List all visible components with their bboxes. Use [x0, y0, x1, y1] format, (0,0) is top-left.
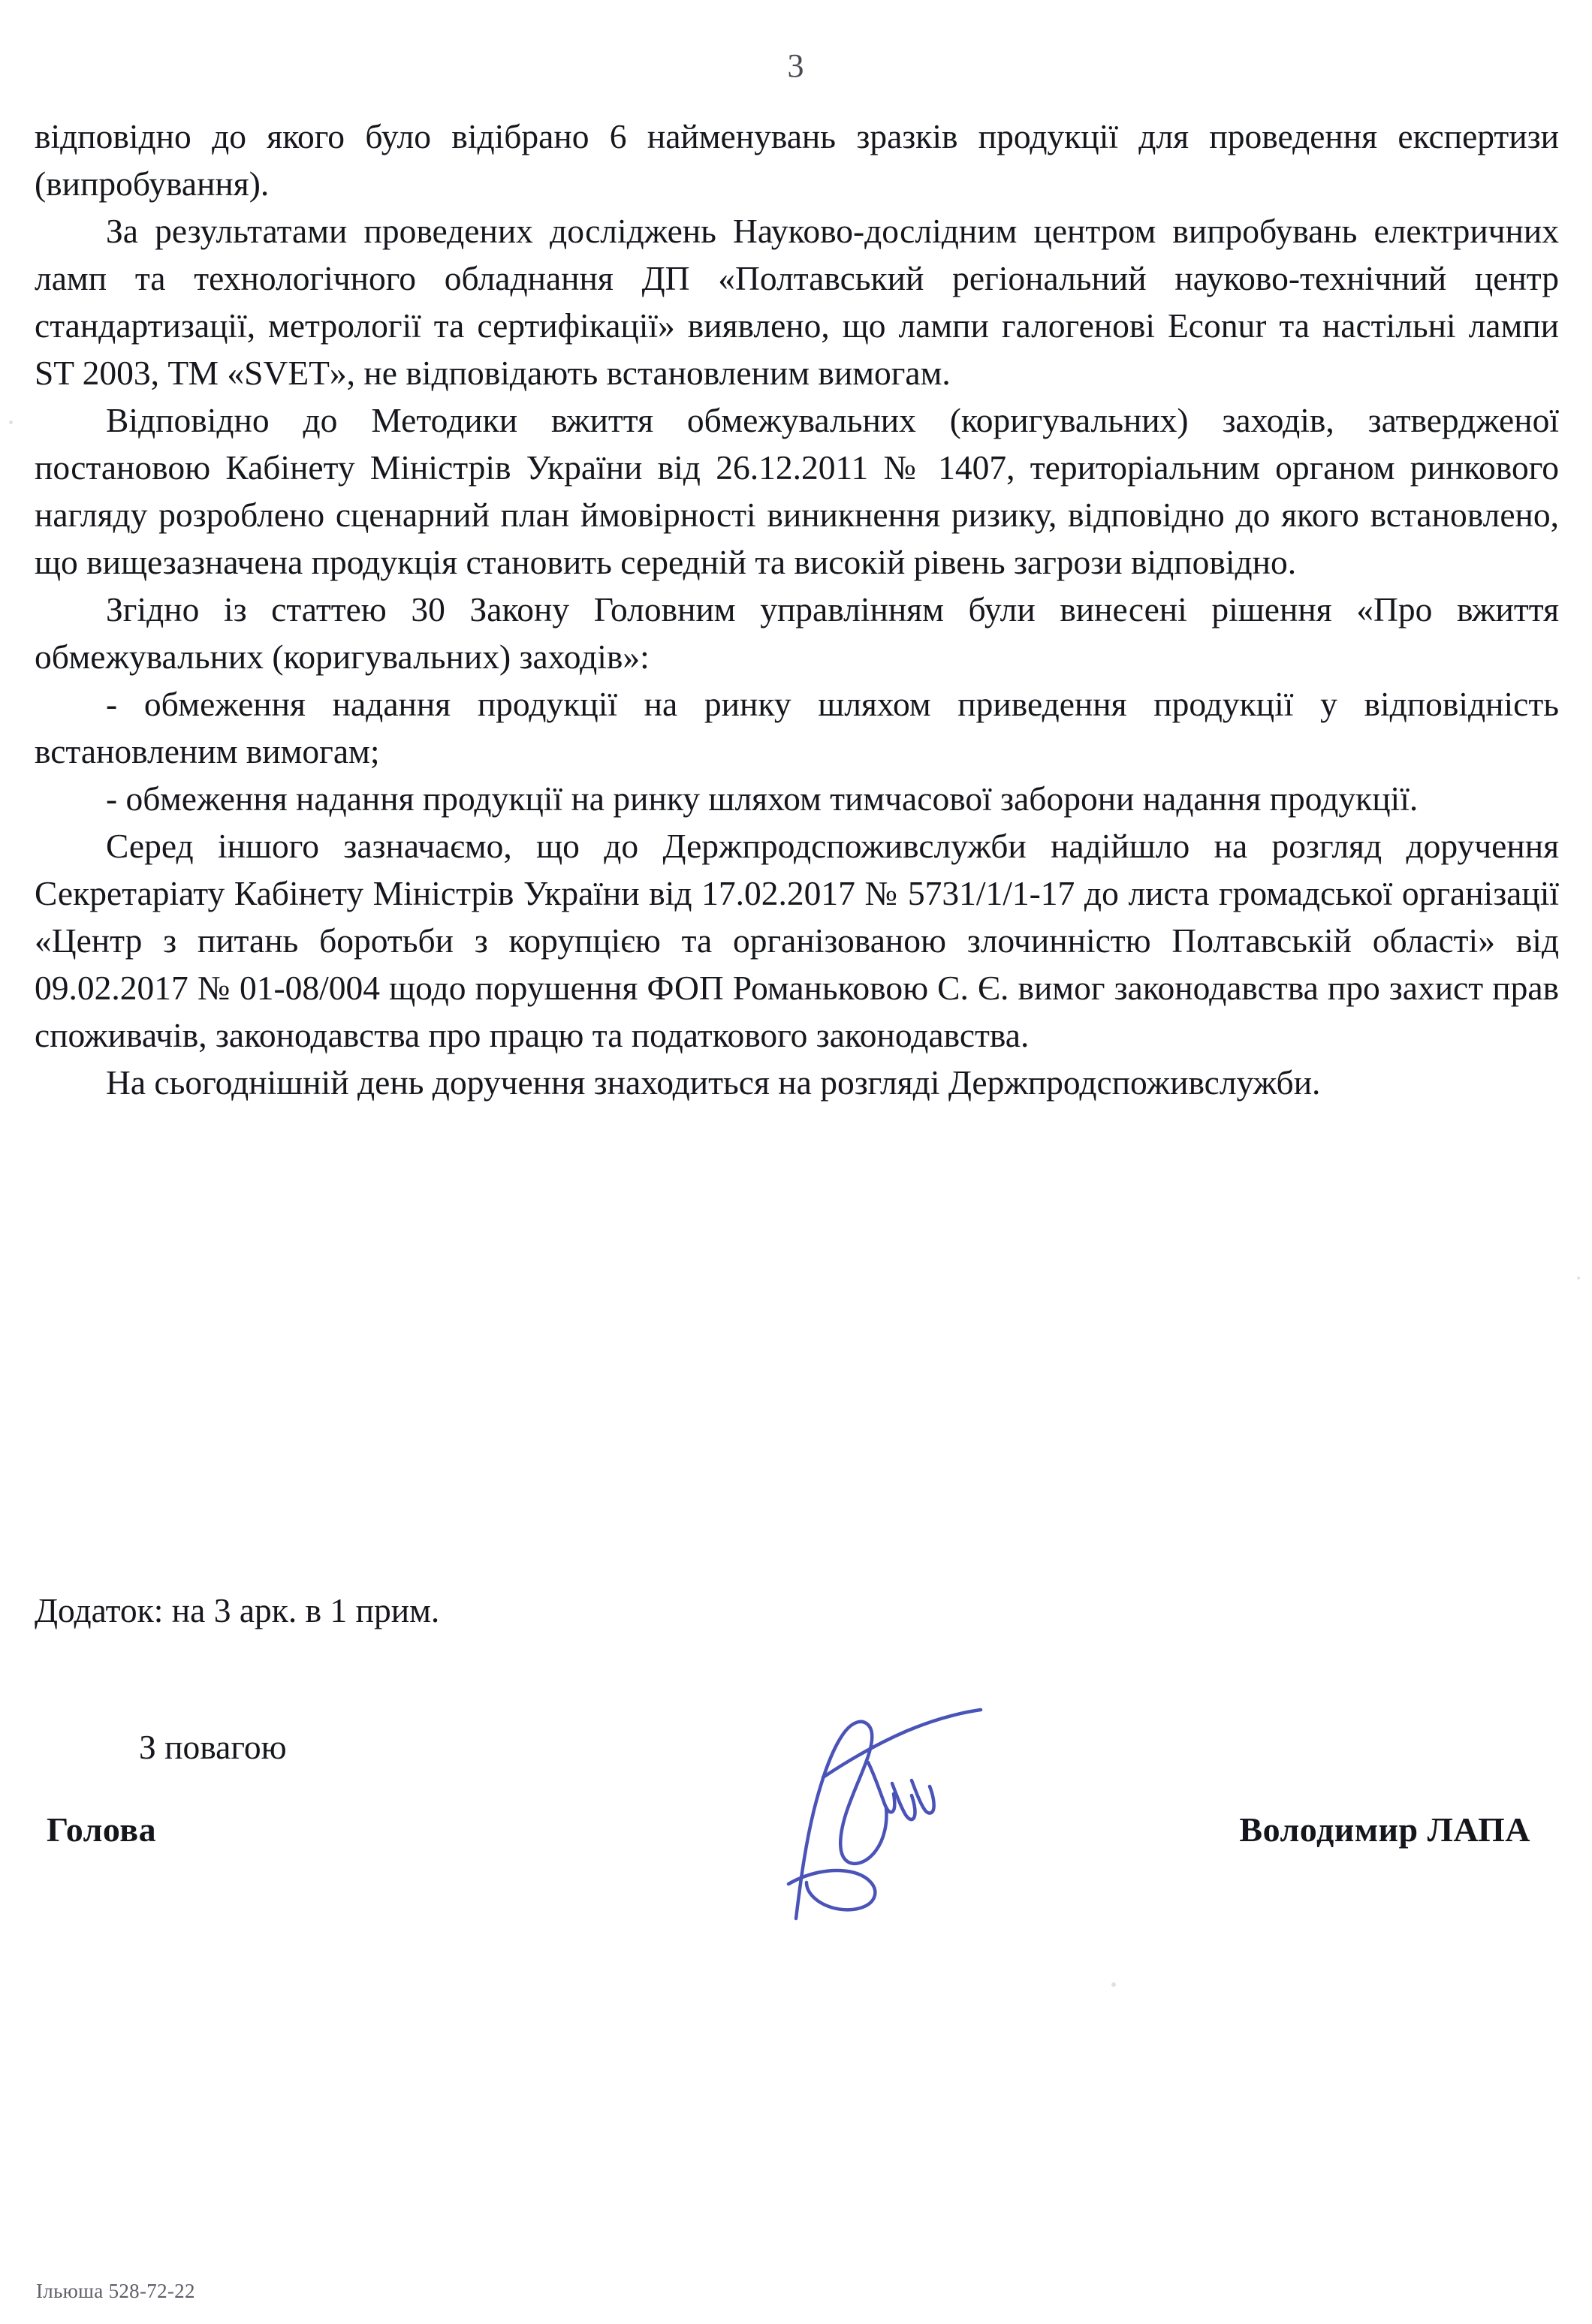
paragraph-test-results: За результатами проведених досліджень Науково-дослідним центром випробувань електричних ламп та технологічного обладнання ДП «Полтавський регіональний науково-технічний центр стандартизації, метрології та сертифікації» виявлено, що лампи галогенові Econur та настільні лампи ST 2003, ТМ «SVET», не відповідають встановленим вимогам.	[35, 212, 1559, 393]
page-number: 3	[787, 47, 805, 84]
signature-title: Голова	[47, 1810, 157, 1849]
paragraph-methodology: Відповідно до Методики вжиття обмежувальних (коригувальних) заходів, затвердженої постановою Кабінету Міністрів України від 26.12.2011 № 1407, територіальним органом ринкового нагляду розроблено сценарний план ймовірності виникнення ризику, відповідно до якого встановлено, що вищезазначена продукція становить середній та високій рівень загрози відповідно.	[35, 401, 1559, 582]
paragraph-continuation: відповідно до якого було відібрано 6 найменувань зразків продукції для проведення експертизи (випробування).	[35, 117, 1559, 203]
paragraph-cabinet-instruction: Серед іншого зазначаємо, що до Держпродспоживслужби надійшло на розгляд доручення Секретаріату Кабінету Міністрів України від 17.02.2017 № 5731/1/1-17 до листа громадської організації «Центр з питань боротьби з корупцією та організованою злочинністю Полтавській області» від 09.02.2017 № 01-08/004 щодо порушення ФОП Романьковою С. Є. вимог законодавства про захист прав споживачів, законодавства про працю та податкового законодавства.	[35, 827, 1559, 1055]
scan-artifact	[1577, 1277, 1580, 1280]
scan-artifact	[9, 420, 13, 424]
closing-salutation: З повагою	[139, 1728, 287, 1766]
document-body	[35, 113, 1559, 1106]
paragraph-current-status: На сьогоднішній день доручення знаходиться на розгляді Держпродспоживслужби.	[106, 1063, 1321, 1102]
signature-block	[35, 1810, 1559, 1900]
paragraph-decisions: Згідно із статтею 30 Закону Головним управлінням були винесені рішення «Про вжиття обмежувальних (коригувальних) заходів»:	[35, 590, 1559, 677]
footer-contact: Ільюша 528-72-22	[36, 2280, 195, 2302]
list-item-restriction-temporary-ban: - обмеження надання продукції на ринку шляхом тимчасової заборони надання продукції.	[106, 779, 1419, 818]
list-item-restriction-conformity: - обмеження надання продукції на ринку шляхом приведення продукції у відповідність встановленим вимогам;	[35, 685, 1559, 771]
scan-artifact	[1111, 1982, 1116, 1987]
attachment-note: Додаток: на 3 арк. в 1 прим.	[35, 1591, 440, 1629]
signature-name: Володимир ЛАПА	[1239, 1810, 1530, 1849]
